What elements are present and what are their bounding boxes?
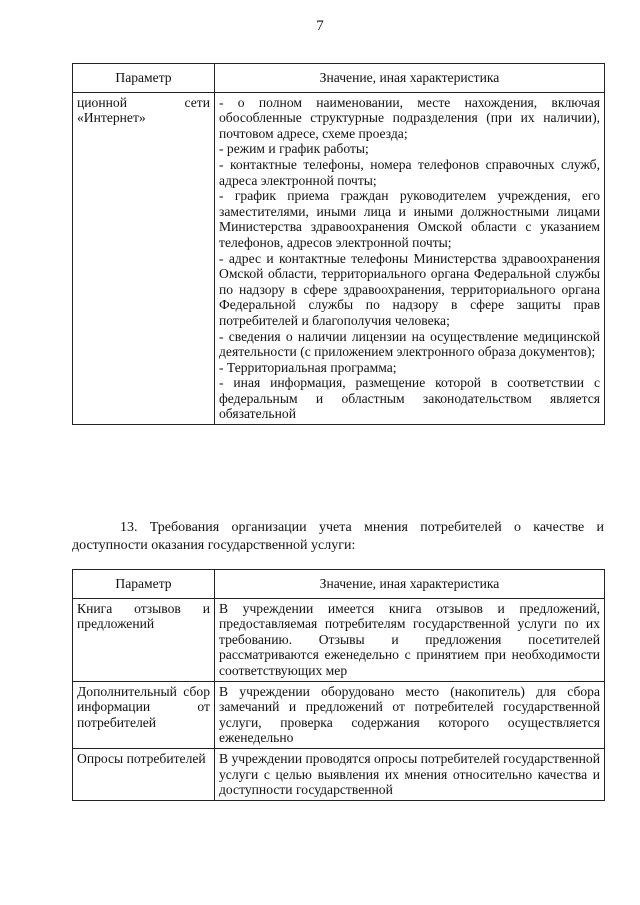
header-param: Параметр [73,64,215,93]
param-cell: Опросы потребителей [73,748,215,800]
list-item: - график приема граждан руководителем учреждения, его заместителями, иными лица и иными должностными лицами Министерства здравоохранения Омской области с указанием телефонов, адресов электронной почты; [219,188,600,250]
header-value: Значение, иная характеристика [215,64,605,93]
param-cell: ционной сети «Интернет» [73,92,215,424]
table-row [73,681,605,748]
table-header-row [73,570,605,599]
table-row [73,598,605,681]
param-cell: Дополнительный сбор информации от потребителей [73,681,215,748]
value-cell [215,92,605,424]
list-item: - иная информация, размещение которой в соответствии с федеральным и областным законодательством является обязательной [219,375,600,422]
table-header-row [73,64,605,93]
info-disclosure-table [72,63,605,425]
value-cell: В учреждении оборудовано место (накопитель) для сбора замечаний и предложений от потребителей государственной услуги, проверка содержания которого осуществляется еженедельно [215,681,605,748]
section-13-paragraph: 13. Требования организации учета мнения потребителей о качестве и доступности оказания государственной услуги: [72,520,604,553]
header-param: Параметр [73,570,215,599]
table-row [73,92,605,424]
value-cell: В учреждении имеется книга отзывов и предложений, предоставляемая потребителям государственной услуги по их требованию. Отзывы и предложения посетителей рассматриваются еженедельно с принятием при необходимости соответствующих мер [215,598,605,681]
table-row [73,748,605,800]
header-value: Значение, иная характеристика [215,570,605,599]
list-item: - о полном наименовании, месте нахождения, включая обособленные структурные подразделения (при их наличии), почтовом адресе, схеме проезда; [219,94,600,141]
value-cell: В учреждении проводятся опросы потребителей государственной услуги с целью выявления их мнения относительно качества и доступности государственной [215,748,605,800]
page-number: 7 [316,18,324,34]
list-item: - режим и график работы; [219,141,369,157]
list-item: - адрес и контактные телефоны Министерства здравоохранения Омской области, территориального органа Федеральной службы по надзору в сфере здравоохранения, территориального органа Федеральной службы по надзору в сфере защиты прав потребителей и благополучия человека; [219,250,600,328]
page-bottom-margin [0,852,640,905]
consumer-feedback-table [72,569,605,801]
list-item: - сведения о наличии лицензии на осуществление медицинской деятельности (с приложением электронного образа документов); [219,328,600,360]
param-cell: Книга отзывов и предложений [73,598,215,681]
list-item: - Территориальная программа; [219,359,397,375]
list-item: - контактные телефоны, номера телефонов справочных служб, адреса электронной почты; [219,156,600,188]
